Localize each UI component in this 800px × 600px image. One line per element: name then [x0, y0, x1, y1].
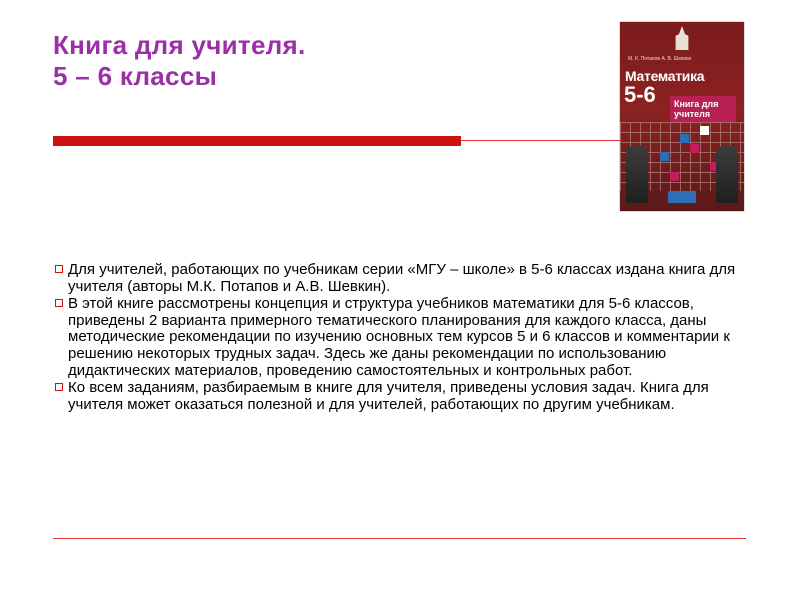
bullet-item	[55, 380, 745, 413]
hollow-square-bullet-icon	[55, 265, 63, 273]
hollow-square-bullet-icon	[55, 299, 63, 307]
footer-divider-line	[53, 538, 746, 539]
cover-subject: Математика	[625, 68, 705, 84]
bullet-item	[55, 262, 745, 295]
cover-blue-square	[660, 152, 669, 161]
book-cover-image	[620, 22, 744, 211]
bullet-item	[55, 296, 745, 379]
statue-right-icon	[716, 145, 738, 203]
bullet-text: В этой книге рассмотрены концепция и структура учебников математики для 5-6 классов, приведены 2 варианта примерного тематического планирования для каждого класса, даны методические рекомендации по изучению основных тем курсов 5 и 6 классов и комментарии к решению некоторых трудных задач. Здесь же даны рекомендации по использованию дидактических материалов, проведению самостоятельных и контрольных работ.	[68, 295, 730, 379]
cover-grade: 5-6	[624, 82, 656, 107]
cover-authors: М. К. Потапов А. В. Шевкин	[628, 56, 692, 62]
slide-title	[53, 30, 306, 92]
bullet-text: Для учителей, работающих по учебникам серии «МГУ – школе» в 5-6 классах издана книга для учителя (авторы М.К. Потапов и А.В. Шевкин).	[68, 261, 736, 295]
bullet-list	[55, 262, 745, 414]
cover-blue-square	[680, 134, 689, 143]
university-emblem-icon	[674, 26, 690, 50]
slide-title-line-1: Книга для учителя.	[53, 30, 306, 60]
cover-white-square	[700, 126, 709, 135]
statue-left-icon	[626, 145, 648, 203]
slide-title-line-2: 5 – 6 классы	[53, 61, 218, 91]
hollow-square-bullet-icon	[55, 383, 63, 391]
accent-bar	[53, 136, 461, 146]
bullet-text: Ко всем заданиям, разбираемым в книге для учителя, приведены условия задач. Книга для учителя может оказаться полезной и для учителей, работающих по другим учебникам.	[68, 379, 709, 413]
cover-pink-square	[690, 144, 699, 153]
cover-book-name: Книга для учителя	[670, 96, 736, 122]
cover-pink-square	[670, 172, 679, 181]
publisher-logo-icon	[668, 191, 696, 203]
